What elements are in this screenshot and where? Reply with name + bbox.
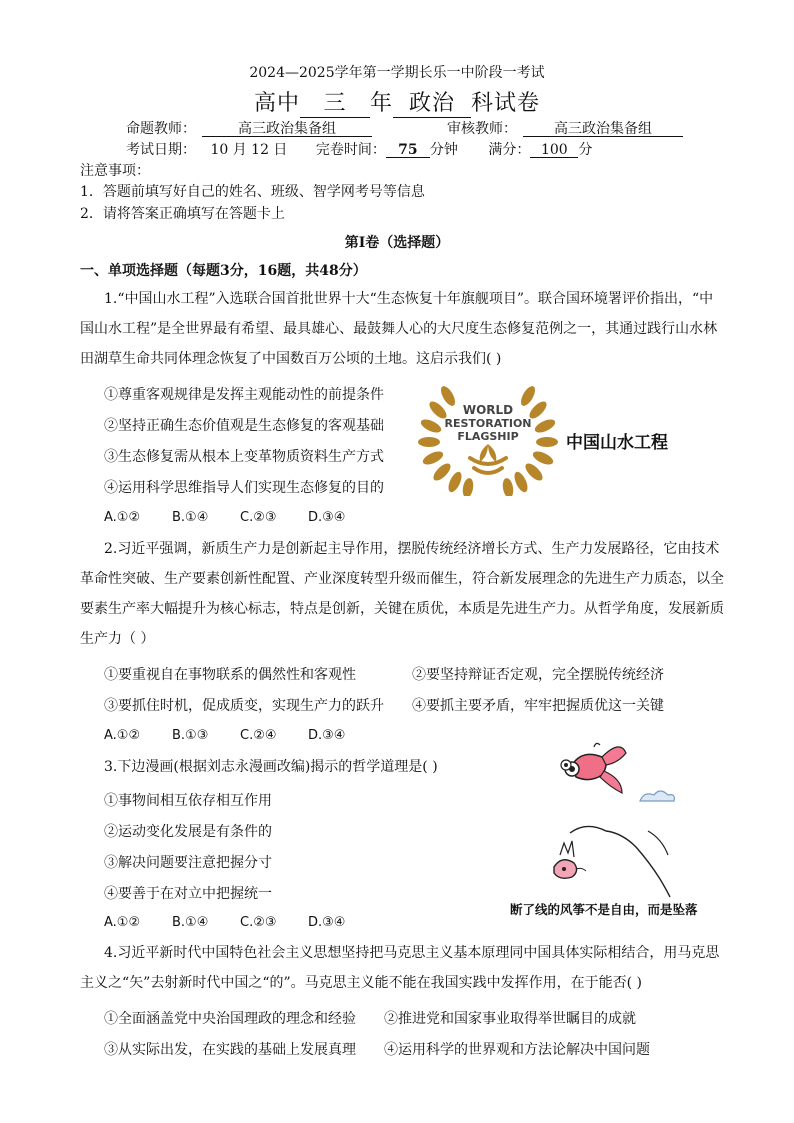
grade-suffix: 年 xyxy=(369,91,393,116)
q2-line-3: 要素生产率大幅提升为核心标志，特点是创新，关键在质优，本质是先进生产力。从哲学角度，发展新质 xyxy=(80,601,724,617)
q1-option-3: ③生态修复需从根本上变革物质资料生产方式 xyxy=(104,449,384,465)
exam-line: 2024—2025学年第一学期长乐一中阶段一考试 xyxy=(249,65,545,81)
date-label: 考试日期： xyxy=(126,142,196,158)
q3-option-1: ①事物间相互依存相互作用 xyxy=(104,793,272,809)
q3-answer-b: B.①④ xyxy=(172,915,209,930)
q2-answers xyxy=(104,728,376,743)
q2-answer-a: A.①② xyxy=(104,728,141,743)
logo-caption: 中国山水工程 xyxy=(566,433,668,453)
subject-blank: 政治 xyxy=(393,91,471,118)
q1-option-4: ④运用科学思维指导人们实现生态修复的目的 xyxy=(104,480,384,496)
q2-option-3: ③要抓住时机，促成质变，实现生产力的跃升 xyxy=(104,698,384,714)
paper-title xyxy=(0,86,794,118)
q2-option-4: ④要抓主要矛盾，牢牢把握质优这一关键 xyxy=(412,698,664,714)
date-value: 10 月 12 日 xyxy=(210,142,288,158)
q3-answer-d: D.③④ xyxy=(308,915,346,930)
q2-line-1: 2.习近平强调，新质生产力是创新起主导作用，摆脱传统经济增长方式、生产力发展路径，它由技术 xyxy=(104,541,720,557)
title-prefix: 高中 xyxy=(253,91,300,116)
broken-kite-illustration xyxy=(510,735,710,900)
info-row xyxy=(126,143,592,158)
score-unit: 分 xyxy=(578,142,593,158)
grade-blank: 三 xyxy=(300,91,370,118)
q3-answer-c: C.②③ xyxy=(240,915,277,930)
setter-row xyxy=(126,122,372,137)
q3-answer-a: A.①② xyxy=(104,915,141,930)
setter-value: 高三政治集备组 xyxy=(202,122,372,137)
logo-line-1: WORLD xyxy=(462,403,514,417)
world-restoration-flagship-logo xyxy=(418,378,558,496)
q2-line-4: 生产力（ ） xyxy=(80,631,155,647)
falling-kite-icon xyxy=(554,841,586,878)
duration-value: 75 xyxy=(386,143,430,158)
q2-answer-b: B.①③ xyxy=(172,728,209,743)
q1-line-1: 1.“中国山水工程”入选联合国首批世界十大“生态恢复十年旗舰项目”。联合国环境署评价指出，“中 xyxy=(104,291,714,307)
notes-item-2: 2．请将答案正确填写在答题卡上 xyxy=(80,206,285,222)
reviewer-value: 高三政治集备组 xyxy=(523,122,683,137)
q1-option-1: ①尊重客观规律是发挥主观能动性的前提条件 xyxy=(104,387,384,403)
score-label: 满分： xyxy=(488,142,531,158)
q3-option-3: ③解决问题要注意把握分寸 xyxy=(104,855,272,871)
q2-answer-d: D.③④ xyxy=(308,728,346,743)
setter-label: 命题教师： xyxy=(126,121,196,137)
volume-title: 第Ⅰ卷（选择题） xyxy=(344,235,450,251)
notes-item-1: 1．答题前填写好自己的姓名、班级、智学网考号等信息 xyxy=(80,184,425,200)
cloud-icon xyxy=(640,791,674,801)
q4-option-2: ②推进党和国家事业取得举世瞩目的成就 xyxy=(384,1011,636,1027)
q1-answer-a: A.①② xyxy=(104,510,141,525)
q1-answer-c: C.②③ xyxy=(240,510,277,525)
q2-line-2: 革命性突破、生产要素创新性配置、产业深度转型升级而催生，符合新发展理念的先进生产力质态，以全 xyxy=(80,571,724,587)
q1-answer-d: D.③④ xyxy=(308,510,346,525)
kite-cartoon xyxy=(510,735,710,900)
fish-kite-icon xyxy=(561,743,626,793)
q2-option-1: ①要重视自在事物联系的偶然性和客观性 xyxy=(104,667,356,683)
q3-stem: 3.下边漫画(根据刘志永漫画改编)揭示的哲学道理是( ) xyxy=(104,759,438,775)
logo-line-2: RESTORATION xyxy=(444,417,532,430)
q4-option-3: ③从实际出发，在实践的基础上发展真理 xyxy=(104,1042,356,1058)
part-title: 一、单项选择题（每题3分，16题，共48分） xyxy=(80,263,367,279)
q1-answers xyxy=(104,510,376,525)
duration-label: 完卷时间： xyxy=(315,142,386,158)
logo-line-3: FLAGSHIP xyxy=(457,430,519,443)
reviewer-row xyxy=(447,122,683,137)
q4-option-1: ①全面涵盖党中央治国理政的理念和经验 xyxy=(104,1011,356,1027)
q1-answer-b: B.①④ xyxy=(172,510,209,525)
q1-option-2: ②坚持正确生态价值观是生态修复的客观基础 xyxy=(104,418,384,434)
q3-answers xyxy=(104,915,376,930)
q3-option-4: ④要善于在对立中把握统一 xyxy=(104,886,272,902)
q1-line-2: 国山水工程”是全世界最有希望、最具雄心、最鼓舞人心的大尺度生态修复范例之一，其通过践行山水林 xyxy=(80,321,718,337)
title-suffix: 科试卷 xyxy=(471,91,541,116)
score-value: 100 xyxy=(530,143,578,158)
logo-text xyxy=(418,404,558,443)
q4-option-4: ④运用科学的世界观和方法论解决中国问题 xyxy=(384,1042,650,1058)
q4-line-1: 4.习近平新时代中国特色社会主义思想坚持把马克思主义基本原理同中国具体实际相结合，用马克思 xyxy=(104,945,720,961)
q2-option-2: ②要坚持辩证否定观，完全摆脱传统经济 xyxy=(412,667,664,683)
q2-answer-c: C.②④ xyxy=(240,728,277,743)
cartoon-caption: 断了线的风筝不是自由，而是坠落 xyxy=(510,902,698,917)
reviewer-label: 审核教师： xyxy=(447,121,517,137)
notes-heading: 注意事项： xyxy=(80,163,150,179)
q1-line-3: 田湖草生命共同体理念恢复了中国数百万公顷的土地。这启示我们( ) xyxy=(80,351,502,367)
q4-line-2: 主义之“矢”去射新时代中国之“的”。马克思主义能不能在我国实践中发挥作用，在于能否( ) xyxy=(80,975,643,991)
q3-option-2: ②运动变化发展是有条件的 xyxy=(104,824,272,840)
duration-unit: 分钟 xyxy=(429,142,458,158)
